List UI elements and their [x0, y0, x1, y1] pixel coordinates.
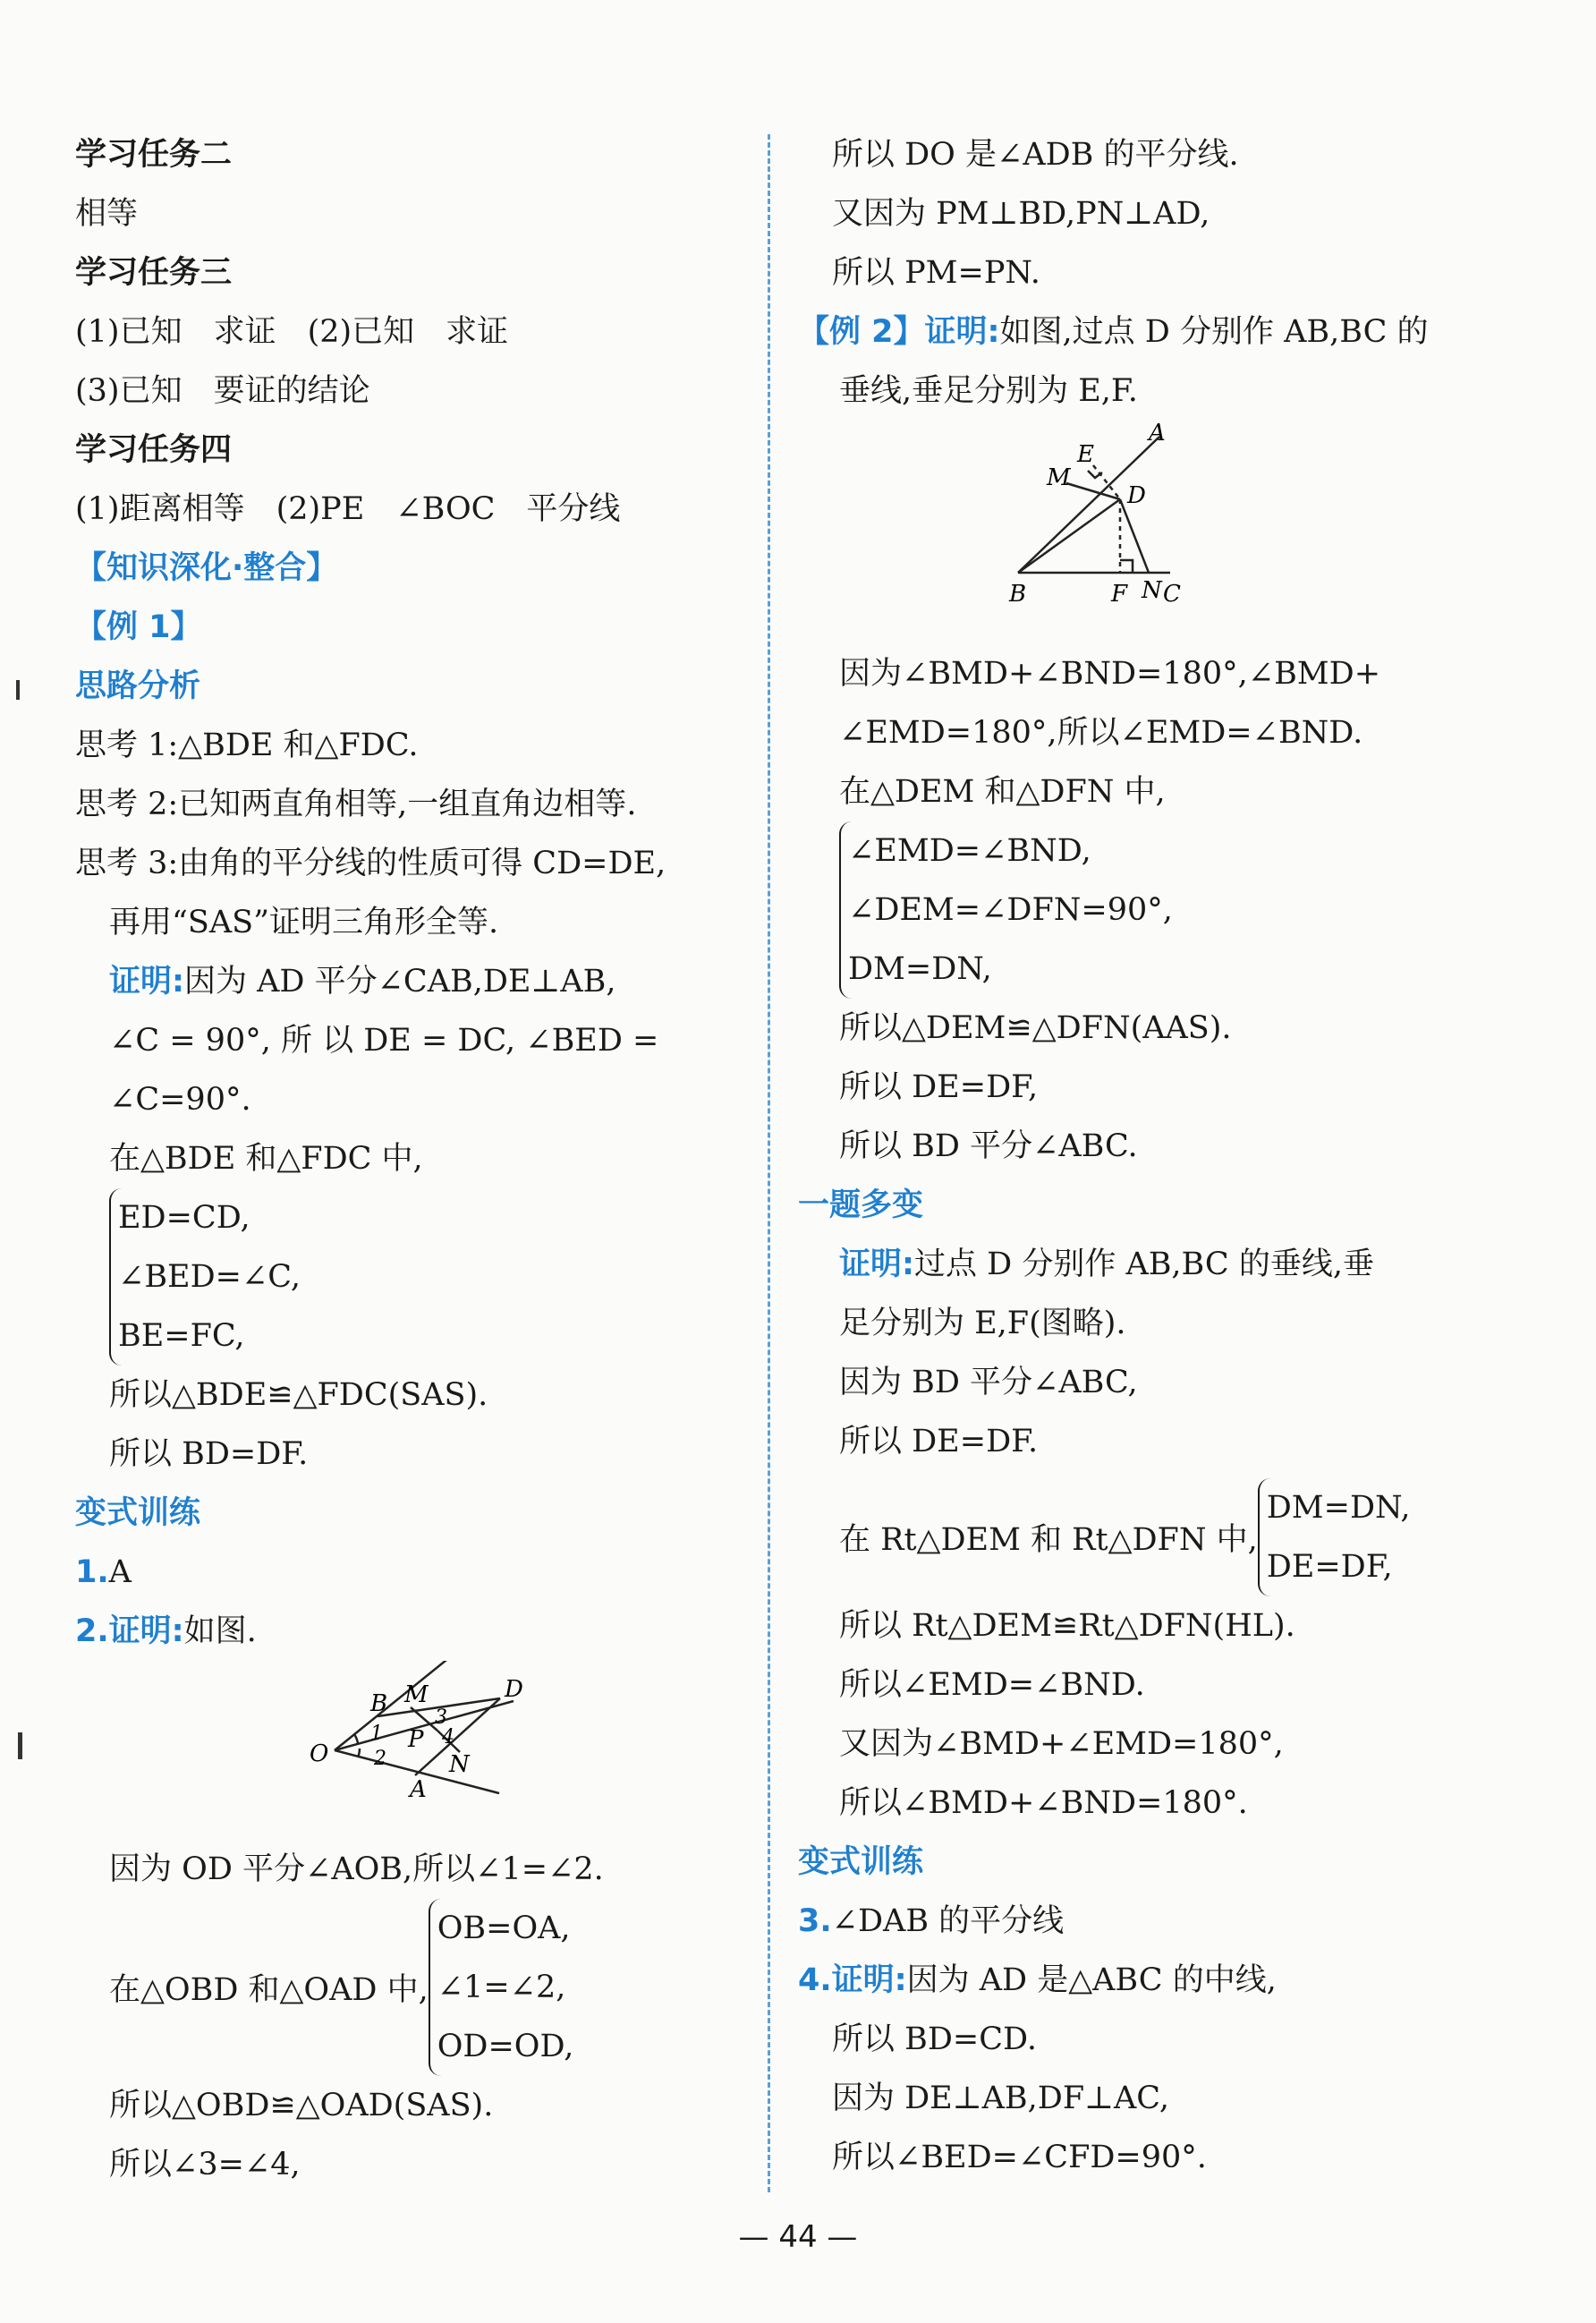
figure-quadrilateral	[798, 421, 1567, 644]
variant-1	[75, 1543, 755, 1602]
example2-line-f: 所以△DEM≌△DFN(AAS).	[839, 1010, 1232, 1046]
right-line3: 所以 PM=PN.	[832, 255, 1040, 291]
system-2-row: OD=OD,	[437, 2029, 574, 2064]
proof-label: 证明:	[109, 964, 184, 1000]
label-C: C	[1163, 581, 1181, 608]
multi-line-h: 所以∠BMD+∠BND=180°.	[839, 1785, 1248, 1821]
system-2-row: ∠1=∠2,	[437, 1970, 566, 2005]
example2-line-e: 在△DEM 和△DFN 中,	[839, 774, 1166, 810]
system-1-row: BE=FC,	[118, 1318, 245, 1354]
example2-line-h: 所以 BD 平分∠ABC.	[839, 1128, 1138, 1164]
column-divider	[768, 134, 770, 2192]
right-angle-E	[1088, 471, 1102, 478]
right-line1: 所以 DO 是∠ADB 的平分线.	[832, 137, 1239, 173]
variant-2	[75, 1602, 755, 1661]
right-column	[798, 125, 1567, 2187]
figure-angle-bisector	[75, 1661, 755, 1840]
system-4	[798, 1478, 1567, 1596]
proof1-line-a	[75, 952, 755, 1011]
task3-line1: (1)已知 求证 (2)已知 求证	[75, 314, 509, 350]
label-A: A	[1149, 421, 1166, 447]
multi-line-f: 所以∠EMD=∠BND.	[839, 1667, 1145, 1703]
brace	[429, 1899, 574, 2076]
system-1	[75, 1188, 755, 1366]
proof1-line-b: ∠C = 90°, 所 以 DE = DC, ∠BED =	[109, 1023, 659, 1059]
task4-line1: (1)距离相等 (2)PE ∠BOC 平分线	[75, 491, 621, 527]
task3-line2: (3)已知 要证的结论	[75, 373, 370, 409]
system-3-row: ∠DEM=∠DFN=90°,	[848, 892, 1173, 928]
system-3-row: ∠EMD=∠BND,	[848, 833, 1091, 869]
example2-line-c: 因为∠BMD+∠BND=180°,∠BMD+	[839, 656, 1381, 692]
label-B: B	[1009, 581, 1027, 608]
variant-4-number: 4.	[798, 1962, 832, 1998]
think1: 思考 1:△BDE 和△FDC.	[75, 728, 419, 763]
system-4-row: DE=DF,	[1266, 1549, 1393, 1585]
angle-arc-1	[354, 1734, 358, 1743]
brace	[1258, 1478, 1411, 1596]
example1-label: 【例 1】	[75, 609, 202, 645]
system-2	[75, 1899, 755, 2076]
scan-mark	[16, 680, 20, 700]
label-A: A	[410, 1776, 427, 1803]
proof1-line-e: 所以△BDE≌△FDC(SAS).	[109, 1377, 488, 1413]
system-1-row: ∠BED=∠C,	[118, 1259, 301, 1295]
multi-line-a	[798, 1235, 1567, 1294]
right-angle-F	[1120, 560, 1133, 573]
proof1-text-a: 因为 AD 平分∠CAB,DE⊥AB,	[184, 964, 616, 1000]
task2-answer: 相等	[75, 196, 139, 232]
label-O: O	[310, 1740, 329, 1767]
variant-3-answer: ∠DAB 的平分线	[831, 1903, 1065, 1939]
variant-1-number: 1.	[75, 1554, 109, 1590]
analysis-title: 思路分析	[75, 668, 201, 704]
variant-3	[798, 1892, 1567, 1951]
right-line2: 又因为 PM⊥BD,PN⊥AD,	[832, 196, 1210, 232]
variant-4-proof-label: 证明:	[831, 1962, 907, 1998]
task3-title: 学习任务三	[75, 255, 233, 291]
label-D: D	[505, 1676, 523, 1703]
multi-line-c: 因为 BD 平分∠ABC,	[839, 1365, 1138, 1400]
variant-2-number: 2.	[75, 1613, 109, 1649]
think2: 思考 2:已知两直角相等,一组直角边相等.	[75, 787, 637, 822]
label-B: B	[370, 1690, 388, 1717]
label-3: 3	[435, 1706, 447, 1729]
example2-label: 【例 2】证明:	[798, 314, 1000, 350]
think3b: 再用“SAS”证明三角形全等.	[109, 905, 499, 940]
task4-title: 学习任务四	[75, 432, 233, 468]
variant-4-line-b: 所以 BD=CD.	[832, 2021, 1037, 2057]
label-M: M	[404, 1681, 429, 1708]
left-column	[75, 125, 755, 2194]
variant-title-right: 变式训练	[798, 1844, 924, 1880]
label-4: 4	[442, 1726, 454, 1749]
multi-proof-label: 证明:	[839, 1247, 914, 1282]
system-2-row: OB=OA,	[437, 1910, 571, 1946]
proof1-line-f: 所以 BD=DF.	[109, 1436, 309, 1472]
figure-1-svg	[75, 1661, 755, 1840]
variant-2-line2: 所以△OBD≌△OAD(SAS).	[109, 2088, 494, 2123]
system-4-lead: 在 Rt△DEM 和 Rt△DFN 中,	[839, 1522, 1258, 1558]
proof1-line-d: 在△BDE 和△FDC 中,	[109, 1141, 423, 1177]
example2-line-a	[798, 302, 1567, 362]
system-2-lead: 在△OBD 和△OAD 中,	[109, 1972, 429, 2008]
think3a: 思考 3:由角的平分线的性质可得 CD=DE,	[75, 846, 666, 881]
multi-line-g: 又因为∠BMD+∠EMD=180°,	[839, 1726, 1284, 1762]
variant-2-proof-label: 证明:	[108, 1613, 184, 1649]
segment-DN	[1120, 499, 1149, 573]
label-1: 1	[370, 1723, 383, 1745]
multi-variant-title: 一题多变	[798, 1187, 924, 1223]
segment-BD	[1018, 499, 1120, 573]
label-M: M	[1047, 464, 1071, 491]
multi-line-b: 足分别为 E,F(图略).	[839, 1306, 1126, 1341]
system-3	[798, 821, 1567, 999]
multi-line-d: 所以 DE=DF.	[839, 1424, 1039, 1459]
variant-2-text: 如图.	[183, 1613, 257, 1649]
variant-2-line3: 所以∠3=∠4,	[109, 2147, 301, 2183]
system-4-row: DM=DN,	[1266, 1490, 1411, 1526]
proof1-line-c: ∠C=90°.	[109, 1082, 251, 1118]
figure-2-svg	[798, 421, 1567, 644]
multi-text-a: 过点 D 分别作 AB,BC 的垂线,垂	[914, 1247, 1374, 1282]
variant-3-number: 3.	[798, 1903, 832, 1939]
system-3-row: DM=DN,	[848, 951, 992, 987]
label-E: E	[1077, 441, 1094, 468]
label-F: F	[1111, 581, 1128, 608]
system-1-row: ED=CD,	[118, 1200, 250, 1236]
example2-text-a: 如图,过点 D 分别作 AB,BC 的	[999, 314, 1429, 350]
example2-line-g: 所以 DE=DF,	[839, 1069, 1039, 1105]
label-2: 2	[374, 1748, 386, 1770]
multi-line-e: 所以 Rt△DEM≌Rt△DFN(HL).	[839, 1608, 1295, 1644]
example2-line-d: ∠EMD=180°,所以∠EMD=∠BND.	[839, 715, 1363, 751]
label-N: N	[449, 1751, 470, 1778]
label-N: N	[1142, 577, 1162, 604]
angle-arc-2	[358, 1749, 360, 1757]
page-number: — 44 —	[738, 2219, 858, 2255]
variant-4-text-a: 因为 AD 是△ABC 的中线,	[906, 1962, 1277, 1998]
section-title: 【知识深化·整合】	[75, 550, 338, 586]
variant-4	[798, 1951, 1567, 2010]
variant-4-line-c: 因为 DE⊥AB,DF⊥AC,	[832, 2080, 1169, 2116]
label-P: P	[408, 1726, 424, 1753]
scan-mark	[18, 1732, 22, 1759]
variant-title-left: 变式训练	[75, 1495, 201, 1531]
segment-MD	[1066, 483, 1120, 499]
variant-4-line-d: 所以∠BED=∠CFD=90°.	[832, 2140, 1207, 2175]
label-D: D	[1127, 482, 1146, 509]
task2-title: 学习任务二	[75, 137, 233, 173]
brace	[839, 821, 1173, 999]
variant-2-line1: 因为 OD 平分∠AOB,所以∠1=∠2.	[109, 1851, 604, 1887]
ray-OB	[335, 1661, 451, 1750]
brace	[109, 1188, 301, 1366]
variant-1-answer: A	[108, 1554, 132, 1590]
example2-line-b: 垂线,垂足分别为 E,F.	[839, 373, 1138, 409]
